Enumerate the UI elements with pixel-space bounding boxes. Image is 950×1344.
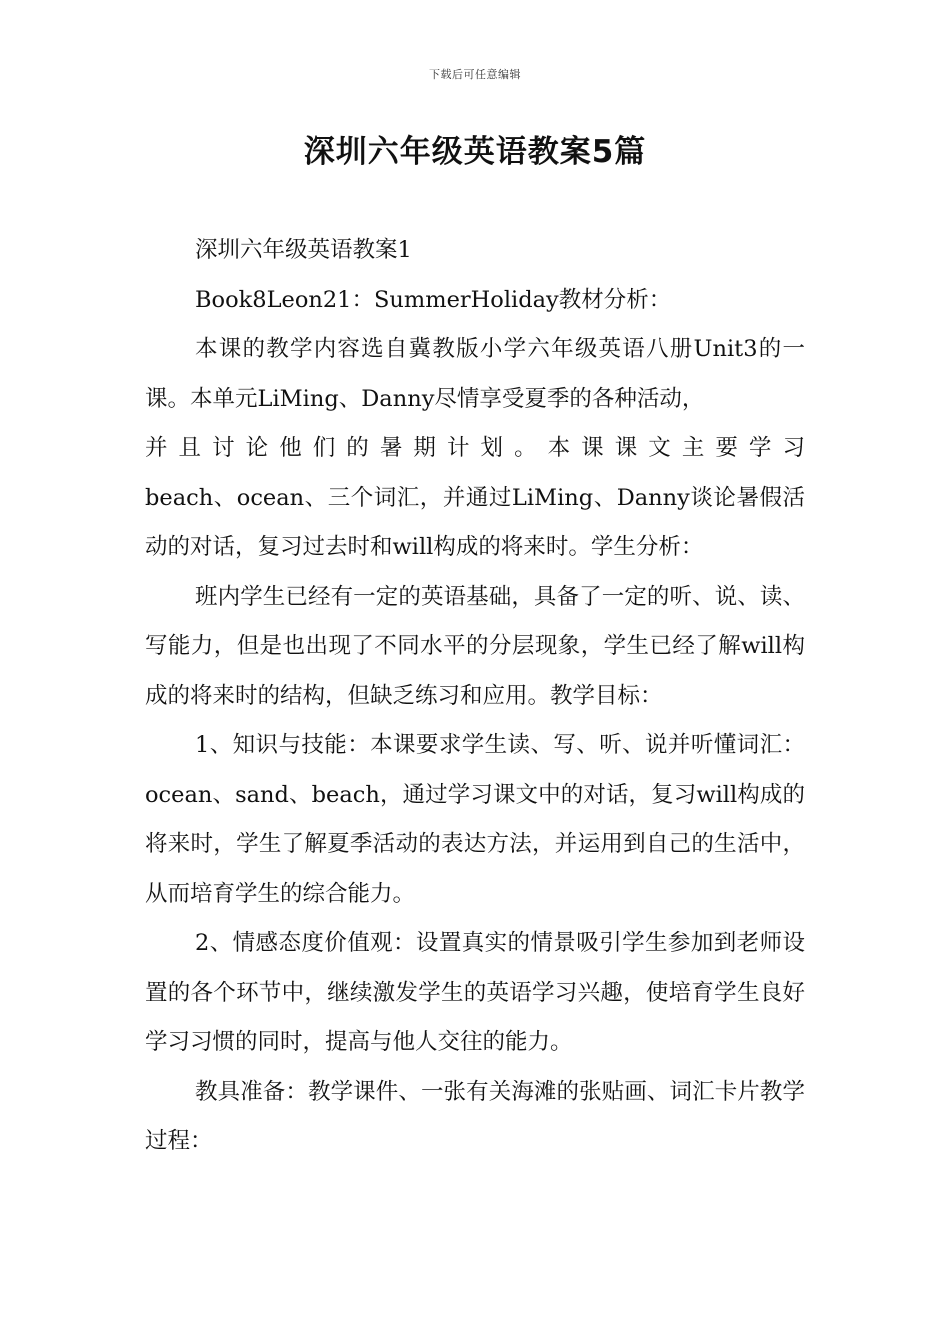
paragraph-goal-knowledge: 1、知识与技能：本课要求学生读、写、听、说并听懂词汇：ocean、sand、beach，通过学习课文中的对话，复习will构成的将来时，学生了解夏季活动的表达方法，并运用到自己的生活中，从而培育学生的综合能力。 [145,732,805,907]
header-note: 下载后可任意编辑 [429,68,521,81]
section-heading: 深圳六年级英语教案1 [195,237,412,263]
paragraph-student-analysis: 班内学生已经有一定的英语基础，具备了一定的听、说、读、写能力，但是也出现了不同水平的分层现象，学生已经了解will构成的将来时的结构，但缺乏练习和应用。教学目标： [145,583,805,709]
paragraph-content-intro: 本课的教学内容选自冀教版小学六年级英语八册Unit3的一课。本单元LiMing、Danny尽情享受夏季的各种活动， [145,336,805,412]
paragraph-lesson-title: Book8Leon21：SummerHoliday教材分析： [195,286,672,313]
document-body [145,226,805,1167]
document-title: 深圳六年级英语教案5篇 [303,134,647,170]
paragraph-content-intro-cont: 并且讨论他们的暑期计划。本课课文主要学习 [145,435,805,461]
paragraph-goal-attitude: 2、情感态度价值观：设置真实的情景吸引学生参加到老师设置的各个环节中，继续激发学生的英语学习兴趣，使培育学生良好学习习惯的同时，提高与他人交往的能力。 [145,930,805,1055]
paragraph-content-vocab: beach、ocean、三个词汇，并通过LiMing、Danny谈论暑假活动的对话，复习过去时和will构成的将来时。学生分析： [145,484,805,560]
paragraph-teaching-aids: 教具准备：教学课件、一张有关海滩的张贴画、词汇卡片教学过程： [145,1078,805,1154]
